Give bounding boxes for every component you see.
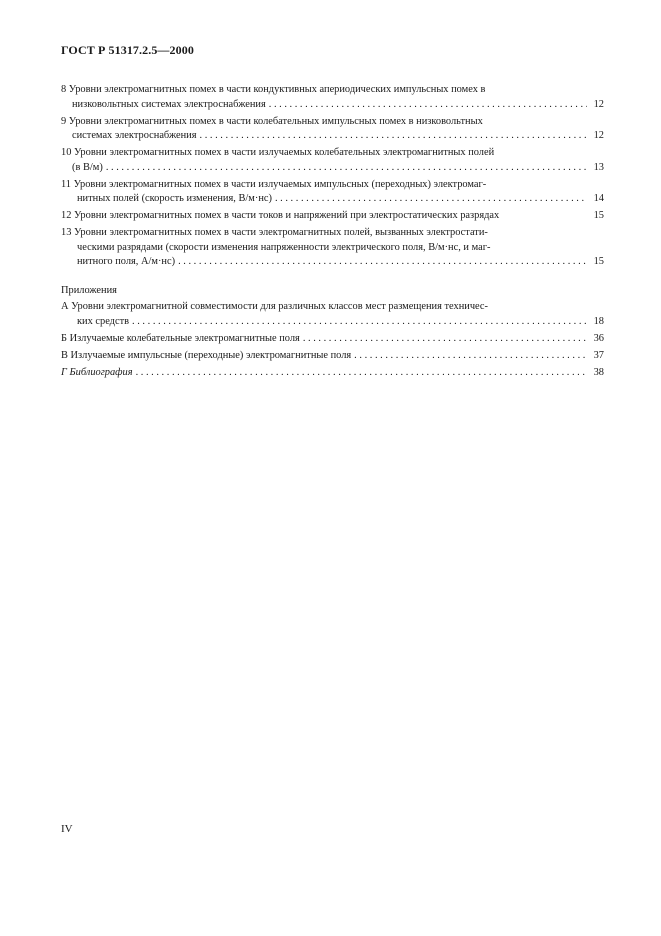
toc-entry-text: системах электроснабжения [72, 130, 197, 141]
toc-entry-text: низковольтных системах электроснабжения [72, 98, 266, 110]
table-of-contents [61, 83, 604, 383]
toc-page-number: 12 [593, 98, 604, 110]
toc-entry-text: (в В/м) [72, 161, 103, 173]
toc-page-number: 37 [593, 349, 604, 361]
toc-page-number: 15 [593, 210, 604, 221]
toc-entry-table-10 [61, 146, 604, 175]
toc-entry-text: 10 Уровни электромагнитных помех в части излучаемых колебательных электромагнитных полей [61, 147, 495, 158]
toc-entry-appendix-a [61, 300, 604, 329]
toc-entry-appendix-g [61, 366, 604, 381]
page-number-footer: IV [61, 823, 73, 835]
toc-entry-table-12 [61, 209, 604, 224]
toc-entry-text: 11 Уровни электромагнитных помех в части излучаемых импульсных (переходных) электромаг- [61, 178, 487, 190]
toc-page-number: 36 [593, 332, 604, 344]
toc-entry-appendix-v [61, 349, 604, 364]
toc-entry-table-8 [61, 83, 604, 112]
toc-entry-table-9 [61, 115, 604, 144]
toc-page-number: 38 [593, 366, 604, 378]
toc-entry-table-13 [61, 226, 604, 270]
appendices-heading: Приложения [61, 284, 117, 296]
leader-dots [354, 349, 587, 364]
toc-page-number: 13 [593, 161, 604, 173]
toc-page-number: 14 [593, 193, 604, 204]
toc-entry-text: 8 Уровни электромагнитных помех в части кондуктивных апериодических импульсных помех в [61, 84, 486, 95]
toc-entry-text: 13 Уровни электромагнитных помех в части электромагнитных полей, вызванных электростати- [61, 227, 488, 238]
document-header: ГОСТ Р 51317.2.5—2000 [61, 43, 194, 57]
toc-page-number: 12 [593, 130, 604, 141]
toc-page-number: 15 [593, 256, 604, 267]
leader-dots [269, 98, 587, 113]
toc-page-number: 18 [593, 315, 604, 327]
toc-entry-text: нитных полей (скорость изменения, В/м·нс) [77, 193, 272, 204]
leader-dots [106, 161, 587, 176]
leader-dots [178, 255, 587, 270]
toc-entry-text: Б Излучаемые колебательные электромагнитные поля [61, 332, 300, 344]
leader-dots [132, 315, 587, 330]
toc-entry-text: ких средств [77, 315, 130, 327]
toc-entry-text: В Излучаемые импульсные (переходные) электромагнитные поля [61, 349, 352, 361]
toc-entry-text: А Уровни электромагнитной совместимости для различных классов мест размещения техничес- [61, 301, 488, 312]
toc-entry-table-11 [61, 178, 604, 207]
toc-entry-text: 12 Уровни электромагнитных помех в части токов и напряжений при электростатических разрядах [61, 210, 500, 221]
toc-entry-appendix-b [61, 332, 604, 347]
leader-dots [136, 366, 587, 381]
leader-dots [303, 332, 587, 347]
leader-dots [200, 129, 587, 144]
leader-dots [275, 192, 587, 207]
toc-entry-text: 9 Уровни электромагнитных помех в части колебательных импульсных помех в низковольтных [61, 115, 483, 127]
toc-entry-text: нитного поля, А/м·нс) [77, 256, 176, 267]
toc-entry-text: ческими разрядами (скорости изменения напряженности электрического поля, В/м·нс, и маг- [77, 241, 491, 253]
toc-entry-text: Г Библиография [61, 366, 133, 378]
